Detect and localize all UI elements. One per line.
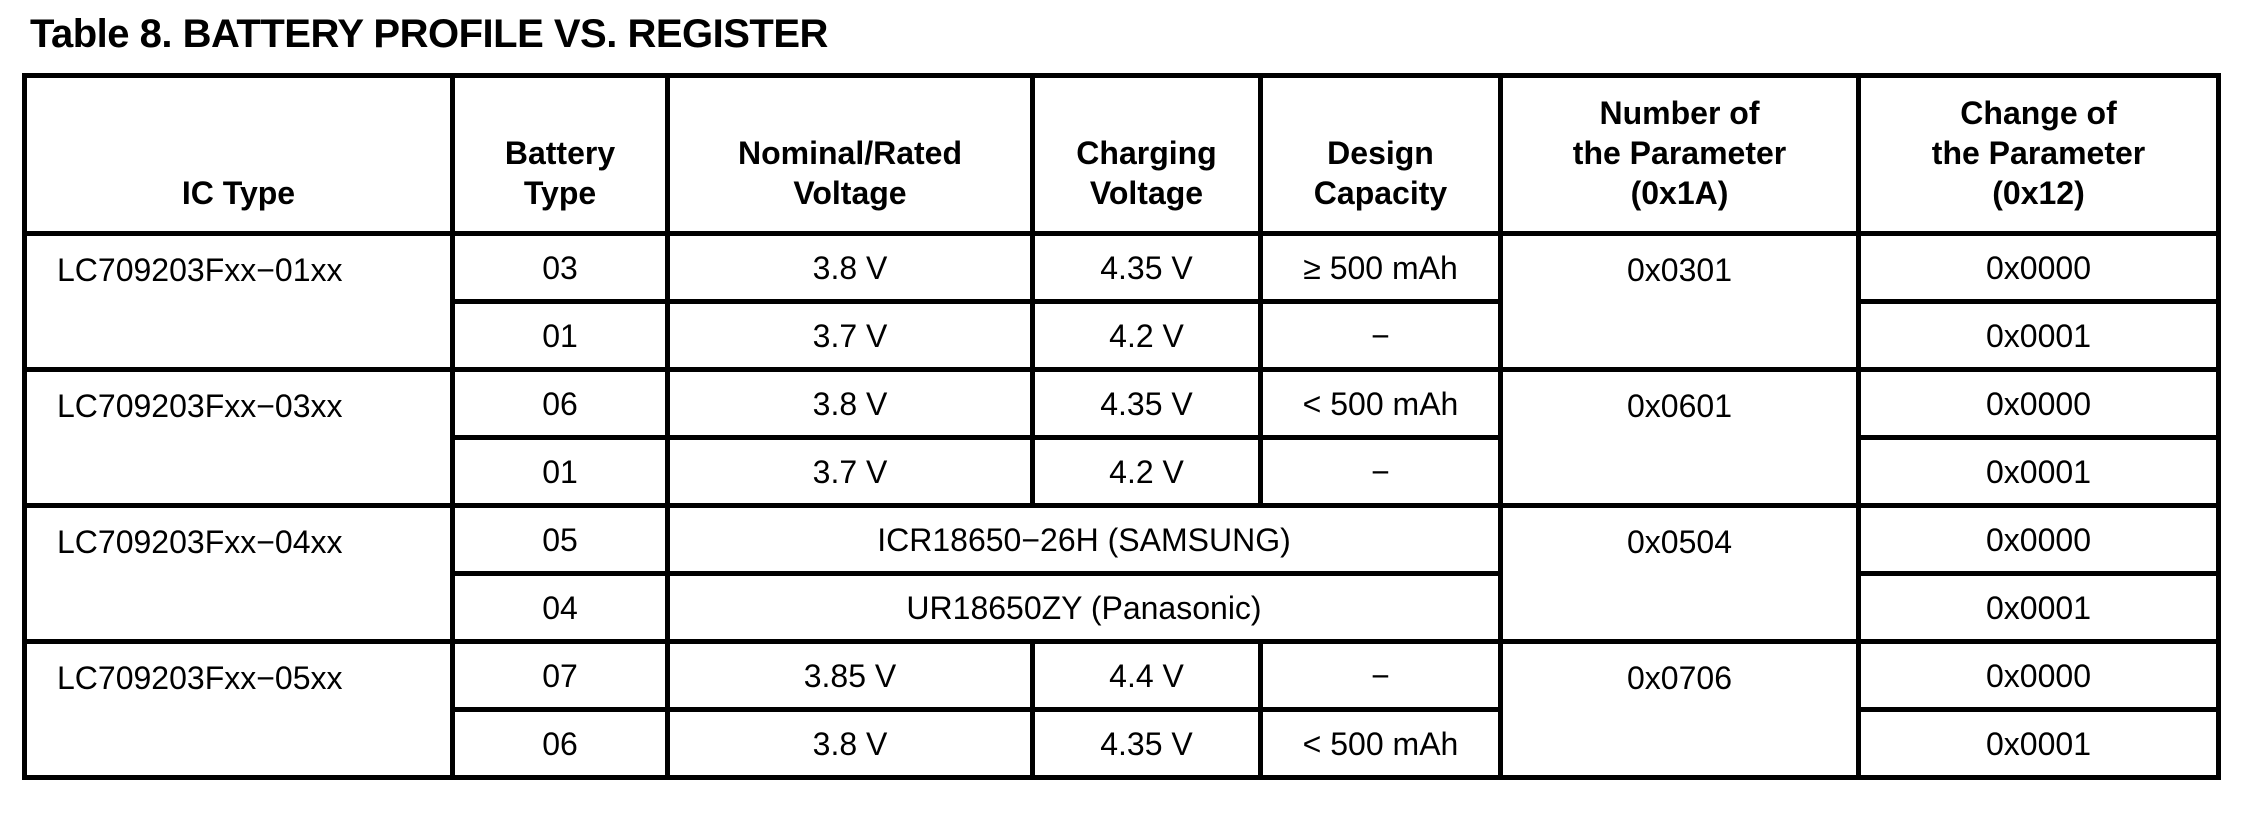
cell-param-change: 0x0001 <box>1859 438 2219 506</box>
cell-charging-voltage: 4.35 V <box>1033 370 1261 438</box>
cell-param-change: 0x0001 <box>1859 710 2219 778</box>
header-line: Voltage <box>793 175 907 211</box>
cell-charging-voltage: 4.35 V <box>1033 710 1261 778</box>
cell-nominal-voltage: 3.7 V <box>668 438 1033 506</box>
cell-design-capacity: − <box>1261 438 1501 506</box>
cell-design-capacity: − <box>1261 642 1501 710</box>
table-title: Table 8. BATTERY PROFILE VS. REGISTER <box>30 12 828 56</box>
cell-charging-voltage: 4.2 V <box>1033 438 1261 506</box>
cell-ic-type: LC709203Fxx−04xx <box>25 506 453 642</box>
cell-battery-type: 01 <box>453 438 668 506</box>
header-line: Capacity <box>1313 175 1448 211</box>
cell-nominal-voltage: 3.8 V <box>668 234 1033 302</box>
header-row <box>25 76 2219 234</box>
cell-ic-type: LC709203Fxx−03xx <box>25 370 453 506</box>
cell-param-change: 0x0001 <box>1859 574 2219 642</box>
table-row <box>25 234 2219 302</box>
table-row <box>25 642 2219 710</box>
header-nominal-voltage <box>668 76 1033 234</box>
cell-param-change: 0x0000 <box>1859 506 2219 574</box>
cell-battery-type: 06 <box>453 370 668 438</box>
header-line: (0x12) <box>1992 175 2085 211</box>
cell-nominal-voltage: 3.7 V <box>668 302 1033 370</box>
cell-param-number: 0x0504 <box>1501 506 1859 642</box>
cell-param-change: 0x0001 <box>1859 302 2219 370</box>
header-design-capacity <box>1261 76 1501 234</box>
header-param-number <box>1501 76 1859 234</box>
cell-charging-voltage: 4.35 V <box>1033 234 1261 302</box>
cell-battery-type: 03 <box>453 234 668 302</box>
cell-param-change: 0x0000 <box>1859 234 2219 302</box>
cell-nominal-voltage: 3.8 V <box>668 710 1033 778</box>
header-line: the Parameter <box>1572 135 1787 171</box>
cell-battery-type: 05 <box>453 506 668 574</box>
datasheet-page <box>0 10 2260 780</box>
cell-battery-model: ICR18650−26H (SAMSUNG) <box>668 506 1501 574</box>
table-row <box>25 370 2219 438</box>
header-line: Battery <box>504 135 616 171</box>
cell-battery-model: UR18650ZY (Panasonic) <box>668 574 1501 642</box>
cell-ic-type: LC709203Fxx−05xx <box>25 642 453 778</box>
cell-design-capacity: ≥ 500 mAh <box>1261 234 1501 302</box>
cell-ic-type: LC709203Fxx−01xx <box>25 234 453 370</box>
cell-battery-type: 04 <box>453 574 668 642</box>
header-charging-voltage <box>1033 76 1261 234</box>
cell-param-change: 0x0000 <box>1859 642 2219 710</box>
header-battery-type <box>453 76 668 234</box>
battery-profile-table <box>22 73 2221 780</box>
header-line: the Parameter <box>1931 135 2146 171</box>
cell-battery-type: 01 <box>453 302 668 370</box>
cell-nominal-voltage: 3.8 V <box>668 370 1033 438</box>
header-line: (0x1A) <box>1630 175 1729 211</box>
header-line: Change of <box>1960 95 2117 131</box>
cell-battery-type: 06 <box>453 710 668 778</box>
cell-param-change: 0x0000 <box>1859 370 2219 438</box>
header-line: Design <box>1327 135 1434 171</box>
cell-design-capacity: < 500 mAh <box>1261 370 1501 438</box>
header-ic-type <box>25 76 453 234</box>
header-line: Charging <box>1076 135 1217 171</box>
header-line: Voltage <box>1089 175 1204 211</box>
cell-nominal-voltage: 3.85 V <box>668 642 1033 710</box>
cell-param-number: 0x0706 <box>1501 642 1859 778</box>
header-param-change <box>1859 76 2219 234</box>
cell-charging-voltage: 4.4 V <box>1033 642 1261 710</box>
cell-param-number: 0x0601 <box>1501 370 1859 506</box>
cell-design-capacity: − <box>1261 302 1501 370</box>
header-line: Type <box>523 175 597 211</box>
table-row <box>25 506 2219 574</box>
cell-design-capacity: < 500 mAh <box>1261 710 1501 778</box>
cell-battery-type: 07 <box>453 642 668 710</box>
cell-param-number: 0x0301 <box>1501 234 1859 370</box>
header-line: IC Type <box>181 175 296 211</box>
header-line: Number of <box>1599 95 1760 131</box>
cell-charging-voltage: 4.2 V <box>1033 302 1261 370</box>
header-line: Nominal/Rated <box>737 135 963 171</box>
